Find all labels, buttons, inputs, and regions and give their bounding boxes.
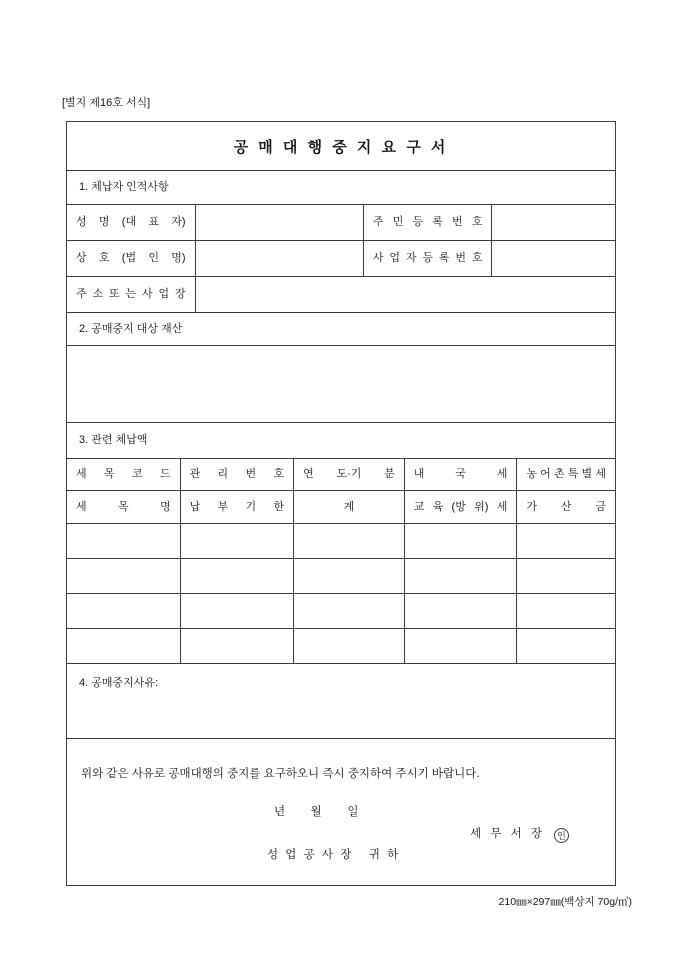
tax-cell[interactable] bbox=[181, 559, 295, 593]
tax-cell[interactable] bbox=[294, 559, 405, 593]
address-label: 주 소 또 는 사 업 장 bbox=[67, 277, 196, 312]
tax-cell[interactable] bbox=[67, 629, 181, 663]
closing-area bbox=[67, 739, 615, 885]
total-header: 계 bbox=[294, 491, 405, 523]
year-term-header: 연 도·기 분 bbox=[294, 459, 405, 490]
tax-cell[interactable] bbox=[294, 524, 405, 558]
company-label: 상 호 (법 인 명) bbox=[67, 241, 196, 276]
surcharge-header: 가 산 금 bbox=[526, 501, 606, 513]
section2-content-area[interactable] bbox=[67, 346, 615, 423]
tax-office-chief-line bbox=[470, 825, 569, 843]
tax-cell[interactable] bbox=[517, 594, 615, 628]
tax-cell[interactable] bbox=[181, 524, 295, 558]
tax-code-header: 세 목 코 드 bbox=[67, 459, 181, 490]
section4-heading: 4. 공매중지사유: bbox=[79, 677, 159, 689]
tax-cell[interactable] bbox=[294, 594, 405, 628]
business-number-label: 사 업 자 등 록 번 호 bbox=[364, 241, 493, 276]
tax-cell[interactable] bbox=[517, 524, 615, 558]
tax-table-row bbox=[67, 524, 615, 559]
name-input[interactable] bbox=[196, 205, 364, 240]
address-input[interactable] bbox=[196, 277, 615, 312]
tax-cell[interactable] bbox=[181, 594, 295, 628]
national-tax-header: 내 국 세 bbox=[405, 459, 518, 490]
tax-header-row-2 bbox=[67, 491, 615, 524]
tax-table-row bbox=[67, 594, 615, 629]
tax-table-row bbox=[67, 629, 615, 664]
management-number-header: 관 리 번 호 bbox=[181, 459, 295, 490]
payment-deadline-header: 납 부 기 한 bbox=[181, 491, 295, 523]
tax-cell[interactable] bbox=[67, 524, 181, 558]
business-number-input[interactable] bbox=[492, 241, 615, 276]
section2-heading: 2. 공매중지 대상 재산 bbox=[67, 313, 615, 346]
name-label: 성 명 (대 표 자) bbox=[67, 205, 196, 240]
tax-cell[interactable] bbox=[405, 629, 518, 663]
tax-cell[interactable] bbox=[405, 594, 518, 628]
closing-statement: 위와 같은 사유로 공매대행의 중지를 요구하오니 즉시 중지하여 주시기 바랍니다. bbox=[81, 768, 480, 780]
form-box bbox=[66, 121, 616, 886]
section1-heading: 1. 체납자 인적사항 bbox=[67, 171, 615, 205]
education-defense-tax-header: 교 육 (방 위) 세 bbox=[405, 491, 518, 523]
section3-heading: 3. 관련 체납액 bbox=[67, 423, 615, 459]
name-row bbox=[67, 205, 615, 241]
tax-cell[interactable] bbox=[67, 559, 181, 593]
resident-number-label: 주 민 등 록 번 호 bbox=[364, 205, 493, 240]
tax-cell[interactable] bbox=[67, 594, 181, 628]
tax-item-name-header: 세 목 명 bbox=[67, 491, 181, 523]
tax-cell[interactable] bbox=[517, 559, 615, 593]
tax-table-row bbox=[67, 559, 615, 594]
resident-number-input[interactable] bbox=[492, 205, 615, 240]
paper-spec-note: 210㎜×297㎜(백상지 70g/㎡) bbox=[498, 896, 632, 908]
seal-mark: 인 bbox=[554, 828, 569, 843]
form-reference: [별지 제16호 서식] bbox=[62, 97, 151, 109]
tax-cell[interactable] bbox=[405, 524, 518, 558]
recipient-line: 성 업 공 사 장 귀 하 bbox=[267, 849, 401, 861]
company-input[interactable] bbox=[196, 241, 364, 276]
section4-content-area[interactable] bbox=[67, 664, 615, 739]
tax-cell[interactable] bbox=[405, 559, 518, 593]
tax-header-row-1 bbox=[67, 459, 615, 491]
date-line[interactable]: 년 월 일 bbox=[274, 806, 359, 818]
tax-cell[interactable] bbox=[517, 629, 615, 663]
tax-table bbox=[67, 459, 615, 664]
company-row bbox=[67, 241, 615, 277]
tax-cell[interactable] bbox=[181, 629, 295, 663]
address-row bbox=[67, 277, 615, 313]
tax-office-chief-label: 세 무 서 장 bbox=[469, 828, 545, 840]
form-title: 공 매 대 행 중 지 요 구 서 bbox=[67, 122, 615, 171]
tax-cell[interactable] bbox=[294, 629, 405, 663]
rural-special-tax-header: 농 어 촌 특 별 세 bbox=[526, 468, 606, 480]
